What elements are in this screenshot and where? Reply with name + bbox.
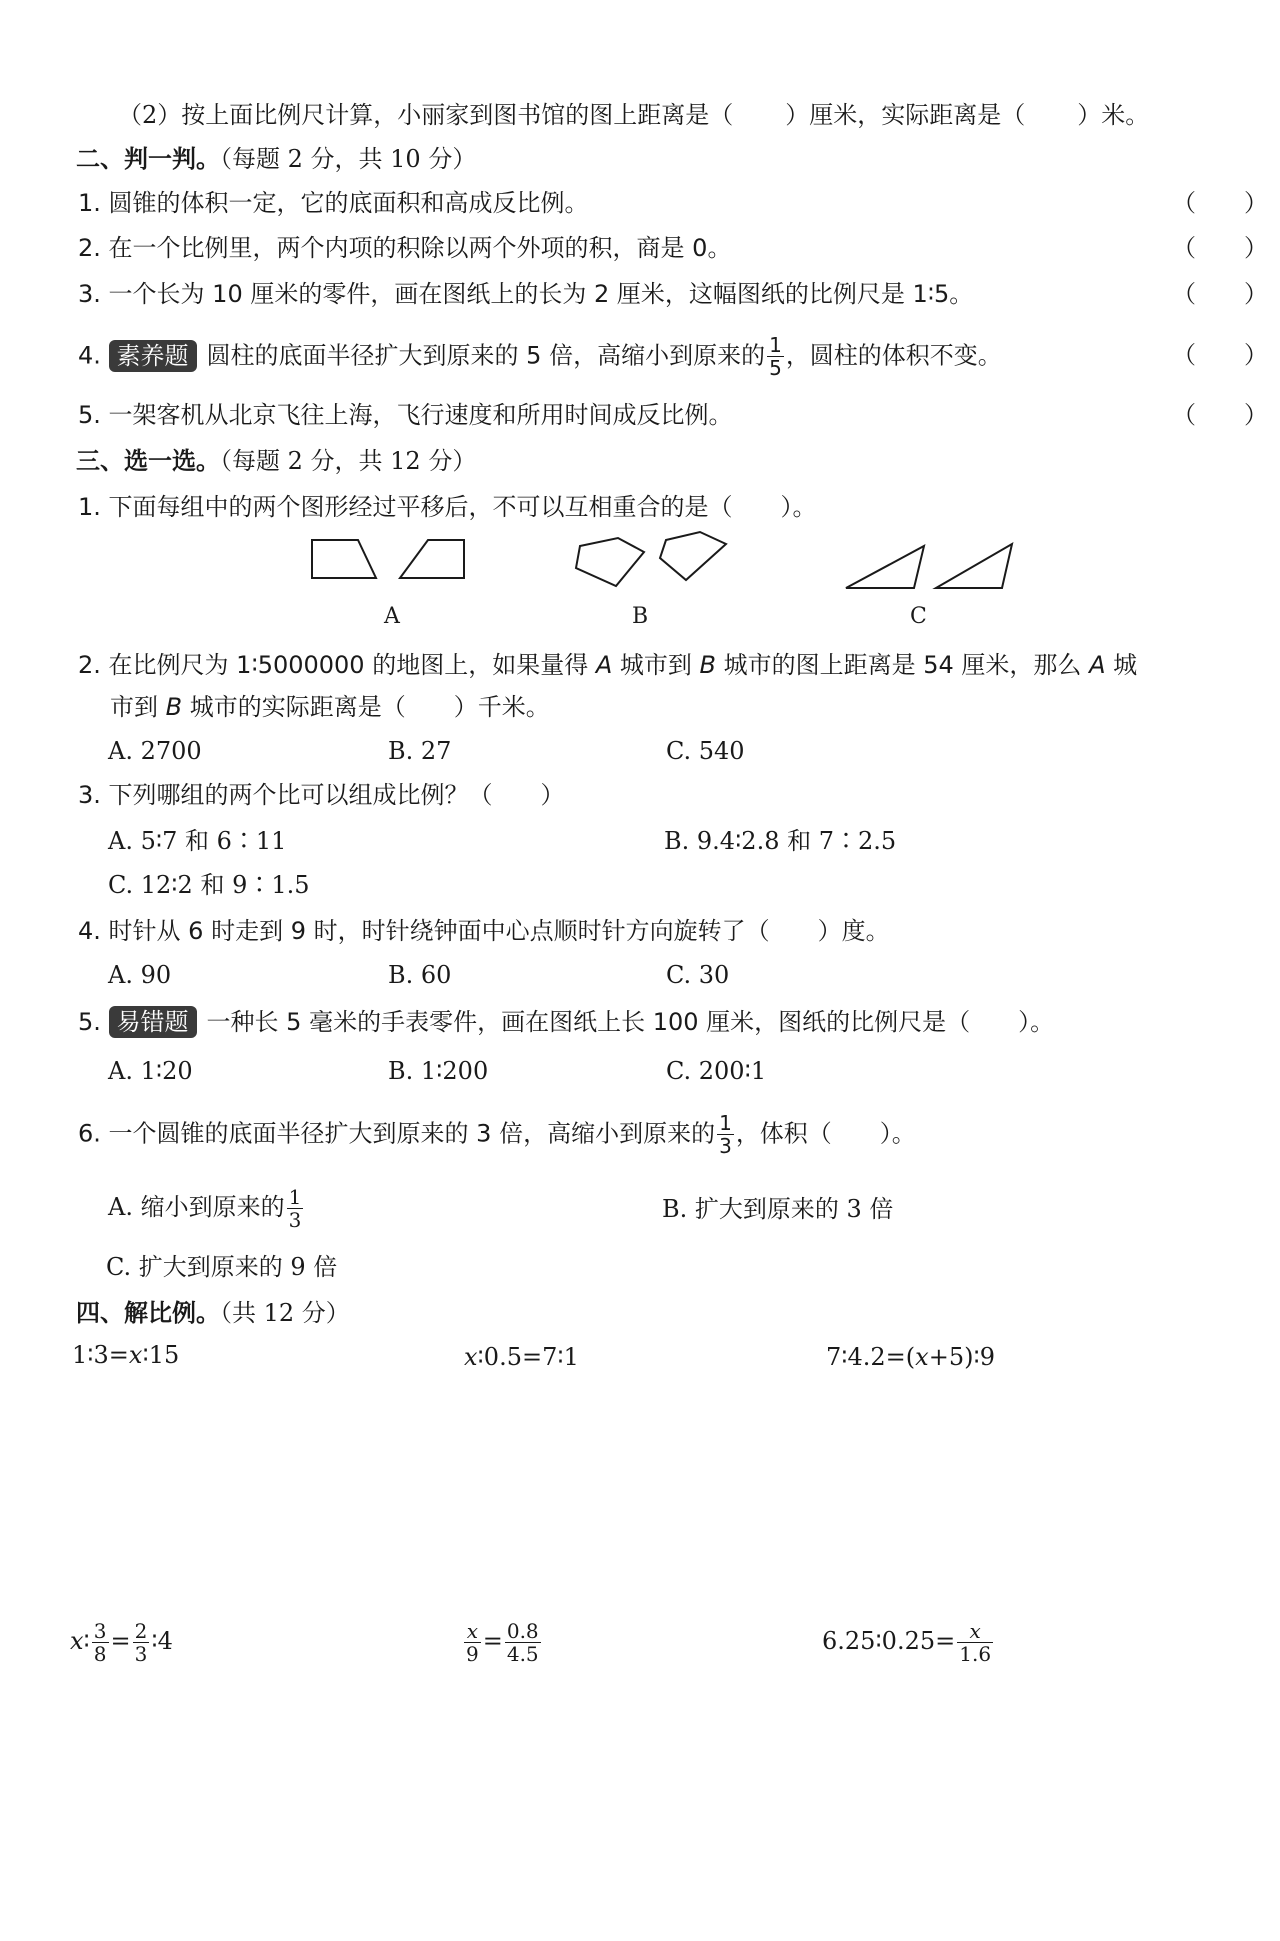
eq1-x: x xyxy=(128,1341,143,1369)
eq5-equals: = xyxy=(482,1627,503,1655)
fraction-numerator: x xyxy=(957,1620,993,1643)
competency-badge: 素养题 xyxy=(109,340,197,372)
city-a-2: A xyxy=(1089,651,1106,679)
item-number: 5. xyxy=(78,1008,101,1036)
top-question-line xyxy=(118,98,1149,132)
q2-text-b: 城市到 xyxy=(612,651,700,679)
fraction-two-thirds xyxy=(133,1620,150,1665)
section3-title: 三、选一选。 xyxy=(76,447,220,475)
q6-option-a[interactable] xyxy=(108,1186,305,1231)
judge-item-1 xyxy=(78,186,589,220)
eq3-right: +5)∶9 xyxy=(928,1343,995,1371)
shape-a-right-trapezoid xyxy=(400,540,464,578)
section4-points: （共 12 分） xyxy=(220,1299,350,1327)
equation-3 xyxy=(826,1340,995,1374)
top-line-text-b: ）厘米，实际距离是（ xyxy=(785,101,1026,129)
fraction-numerator: 3 xyxy=(93,1619,107,1643)
item-number: 3. xyxy=(78,781,101,809)
fraction-one-fifth xyxy=(767,334,784,379)
eq1-left: 1∶3= xyxy=(72,1341,129,1369)
fraction-numerator: 1 xyxy=(719,1111,732,1135)
error-prone-badge: 易错题 xyxy=(109,1006,197,1038)
q6-option-c[interactable]: C. 扩大到原来的 9 倍 xyxy=(106,1253,338,1281)
item-text: 下面每组中的两个图形经过平移后，不可以互相重合的是（ ）。 xyxy=(108,493,817,521)
fraction-one-third-option xyxy=(287,1186,304,1231)
item-number: 4. xyxy=(78,341,101,370)
fraction-x-over-9 xyxy=(464,1620,481,1665)
equation-1 xyxy=(72,1338,179,1372)
q2-line2-a: 市到 xyxy=(110,693,166,721)
section4-heading xyxy=(76,1296,350,1330)
section3-heading xyxy=(76,444,476,478)
eq3-left: 7∶4.2=( xyxy=(826,1343,916,1371)
q2-option-c[interactable]: C. 540 xyxy=(666,737,745,765)
item-number: 2. xyxy=(78,234,101,262)
fraction-denominator: 4.5 xyxy=(506,1642,539,1666)
fraction-08-over-45 xyxy=(505,1620,541,1665)
top-line-text-a: （2）按上面比例尺计算，小丽家到图书馆的图上距离是（ xyxy=(118,101,734,129)
city-a: A xyxy=(595,651,613,679)
q6-text-b: ，体积（ ）。 xyxy=(735,1119,916,1148)
item-text: 在一个比例里，两个内项的积除以两个外项的积，商是 0。 xyxy=(108,234,732,262)
fraction-one-third xyxy=(717,1112,734,1157)
eq4-tail: ∶4 xyxy=(151,1627,173,1655)
item-text: 下列哪组的两个比可以组成比例？（ ） xyxy=(108,781,565,809)
item-text: 时针从 6 时走到 9 时，时针绕钟面中心点顺时针方向旋转了（ ）度。 xyxy=(108,917,890,945)
equation-4 xyxy=(70,1620,173,1665)
shape-a-left-trapezoid xyxy=(312,540,376,578)
item-text: 一种长 5 毫米的手表零件，画在图纸上长 100 厘米，图纸的比例尺是（ ）。 xyxy=(206,1008,1055,1036)
fraction-x-over-16 xyxy=(957,1620,993,1665)
judge-item-3 xyxy=(78,277,973,311)
judge-item-5 xyxy=(78,398,733,432)
eq6-left: 6.25∶0.25= xyxy=(822,1627,956,1655)
judge-answer-5[interactable]: （ ） xyxy=(1172,401,1268,429)
fraction-numerator: 0.8 xyxy=(506,1619,539,1643)
equation-2 xyxy=(464,1340,579,1374)
translation-shapes-figure xyxy=(300,530,1040,600)
choice-q1 xyxy=(78,490,817,524)
choice-q2-line2 xyxy=(110,690,550,724)
choice-q4 xyxy=(78,914,890,948)
fraction-three-eighths xyxy=(92,1620,109,1665)
item-text: 一架客机从北京飞往上海，飞行速度和所用时间成反比例。 xyxy=(108,401,733,429)
choice-q6 xyxy=(78,1112,916,1157)
equation-6 xyxy=(822,1620,995,1665)
item-number: 1. xyxy=(78,189,101,217)
item-number: 2. xyxy=(78,651,101,679)
fraction-numerator: 1 xyxy=(769,333,782,357)
q4-option-b[interactable]: B. 60 xyxy=(388,961,452,989)
judge-answer-1[interactable]: （ ） xyxy=(1172,189,1268,217)
section2-heading xyxy=(76,142,476,176)
fraction-denominator: 1.6 xyxy=(959,1642,992,1666)
judge-item-2 xyxy=(78,231,731,265)
item-number: 6. xyxy=(78,1119,101,1148)
q5-option-b[interactable]: B. 1∶200 xyxy=(388,1057,489,1085)
q5-option-a[interactable]: A. 1∶20 xyxy=(108,1057,193,1085)
shape-c-left-triangle xyxy=(846,546,924,588)
shape-b-left-pentagon xyxy=(576,538,644,586)
fraction-denominator: 5 xyxy=(769,356,782,380)
choice-q2-line1 xyxy=(78,648,1137,682)
eq4-colon: ∶ xyxy=(83,1627,90,1655)
judge-answer-4[interactable]: （ ） xyxy=(1172,341,1268,369)
q5-option-c[interactable]: C. 200∶1 xyxy=(666,1057,767,1085)
fraction-numerator: 1 xyxy=(288,1185,302,1209)
q2-line2-b: 城市的实际距离是（ ）千米。 xyxy=(182,693,550,721)
item-number: 1. xyxy=(78,493,101,521)
fraction-denominator: 3 xyxy=(719,1134,732,1158)
fraction-denominator: 3 xyxy=(288,1208,302,1232)
item-text-b: ，圆柱的体积不变。 xyxy=(785,341,1002,370)
top-line-text-c: ）米。 xyxy=(1077,101,1150,129)
fraction-denominator: 3 xyxy=(134,1642,148,1666)
item-text: 一个长为 10 厘米的零件，画在图纸上的长为 2 厘米，这幅图纸的比例尺是 1∶5。 xyxy=(108,280,974,308)
eq4-equals: = xyxy=(110,1627,131,1655)
eq4-x: x xyxy=(70,1627,84,1655)
fraction-denominator: 9 xyxy=(466,1642,479,1666)
judge-answer-3[interactable]: （ ） xyxy=(1172,280,1268,308)
city-b: B xyxy=(699,651,716,679)
item-number: 4. xyxy=(78,917,101,945)
option-label-a[interactable]: A xyxy=(384,604,400,629)
q6-option-b[interactable]: B. 扩大到原来的 3 倍 xyxy=(662,1195,894,1223)
q3-option-c[interactable]: C. 12∶2 和 9∶1.5 xyxy=(108,871,310,899)
q4-option-c[interactable]: C. 30 xyxy=(666,961,730,989)
city-b-2: B xyxy=(165,693,183,721)
item-number: 3. xyxy=(78,280,101,308)
eq3-x: x xyxy=(915,1343,929,1371)
q2-option-a[interactable]: A. 2700 xyxy=(108,737,202,765)
judge-item-4 xyxy=(78,334,1002,379)
section2-title: 二、判一判。 xyxy=(76,145,220,173)
option-label-c[interactable]: C xyxy=(910,604,927,629)
equation-5 xyxy=(462,1620,543,1665)
item-text: 圆锥的体积一定，它的底面积和高成反比例。 xyxy=(108,189,589,217)
q3-option-a[interactable]: A. 5∶7 和 6∶11 xyxy=(108,827,287,855)
q2-text-c: 城市的图上距离是 54 厘米，那么 xyxy=(716,651,1090,679)
q6-text-a: 一个圆锥的底面半径扩大到原来的 3 倍，高缩小到原来的 xyxy=(108,1119,716,1148)
fraction-numerator: x xyxy=(464,1620,481,1643)
choice-q5 xyxy=(78,1005,1054,1039)
fraction-numerator: 2 xyxy=(134,1619,148,1643)
q4-option-a[interactable]: A. 90 xyxy=(108,961,172,989)
fraction-denominator: 8 xyxy=(93,1642,107,1666)
q6-option-a-text: A. 缩小到原来的 xyxy=(108,1193,285,1221)
q2-text-a: 在比例尺为 1∶5000000 的地图上，如果量得 xyxy=(108,651,596,679)
eq1-right: ∶15 xyxy=(142,1341,180,1369)
item-number: 5. xyxy=(78,401,101,429)
q2-option-b[interactable]: B. 27 xyxy=(388,737,452,765)
eq2-right: ∶0.5=7∶1 xyxy=(477,1343,579,1371)
q3-option-b[interactable]: B. 9.4∶2.8 和 7∶2.5 xyxy=(664,827,897,855)
judge-answer-2[interactable]: （ ） xyxy=(1172,234,1268,262)
section4-title: 四、解比例。 xyxy=(76,1299,220,1327)
section2-points: （每题 2 分，共 10 分） xyxy=(220,145,477,173)
option-label-b[interactable]: B xyxy=(632,604,649,629)
eq2-x: x xyxy=(464,1343,478,1371)
q2-text-d: 城 xyxy=(1105,651,1138,679)
item-text-a: 圆柱的底面半径扩大到原来的 5 倍，高缩小到原来的 xyxy=(206,341,766,370)
shape-b-right-pentagon xyxy=(660,532,726,580)
shape-c-right-triangle xyxy=(936,544,1012,588)
section3-points: （每题 2 分，共 12 分） xyxy=(220,447,477,475)
choice-q3 xyxy=(78,778,565,812)
